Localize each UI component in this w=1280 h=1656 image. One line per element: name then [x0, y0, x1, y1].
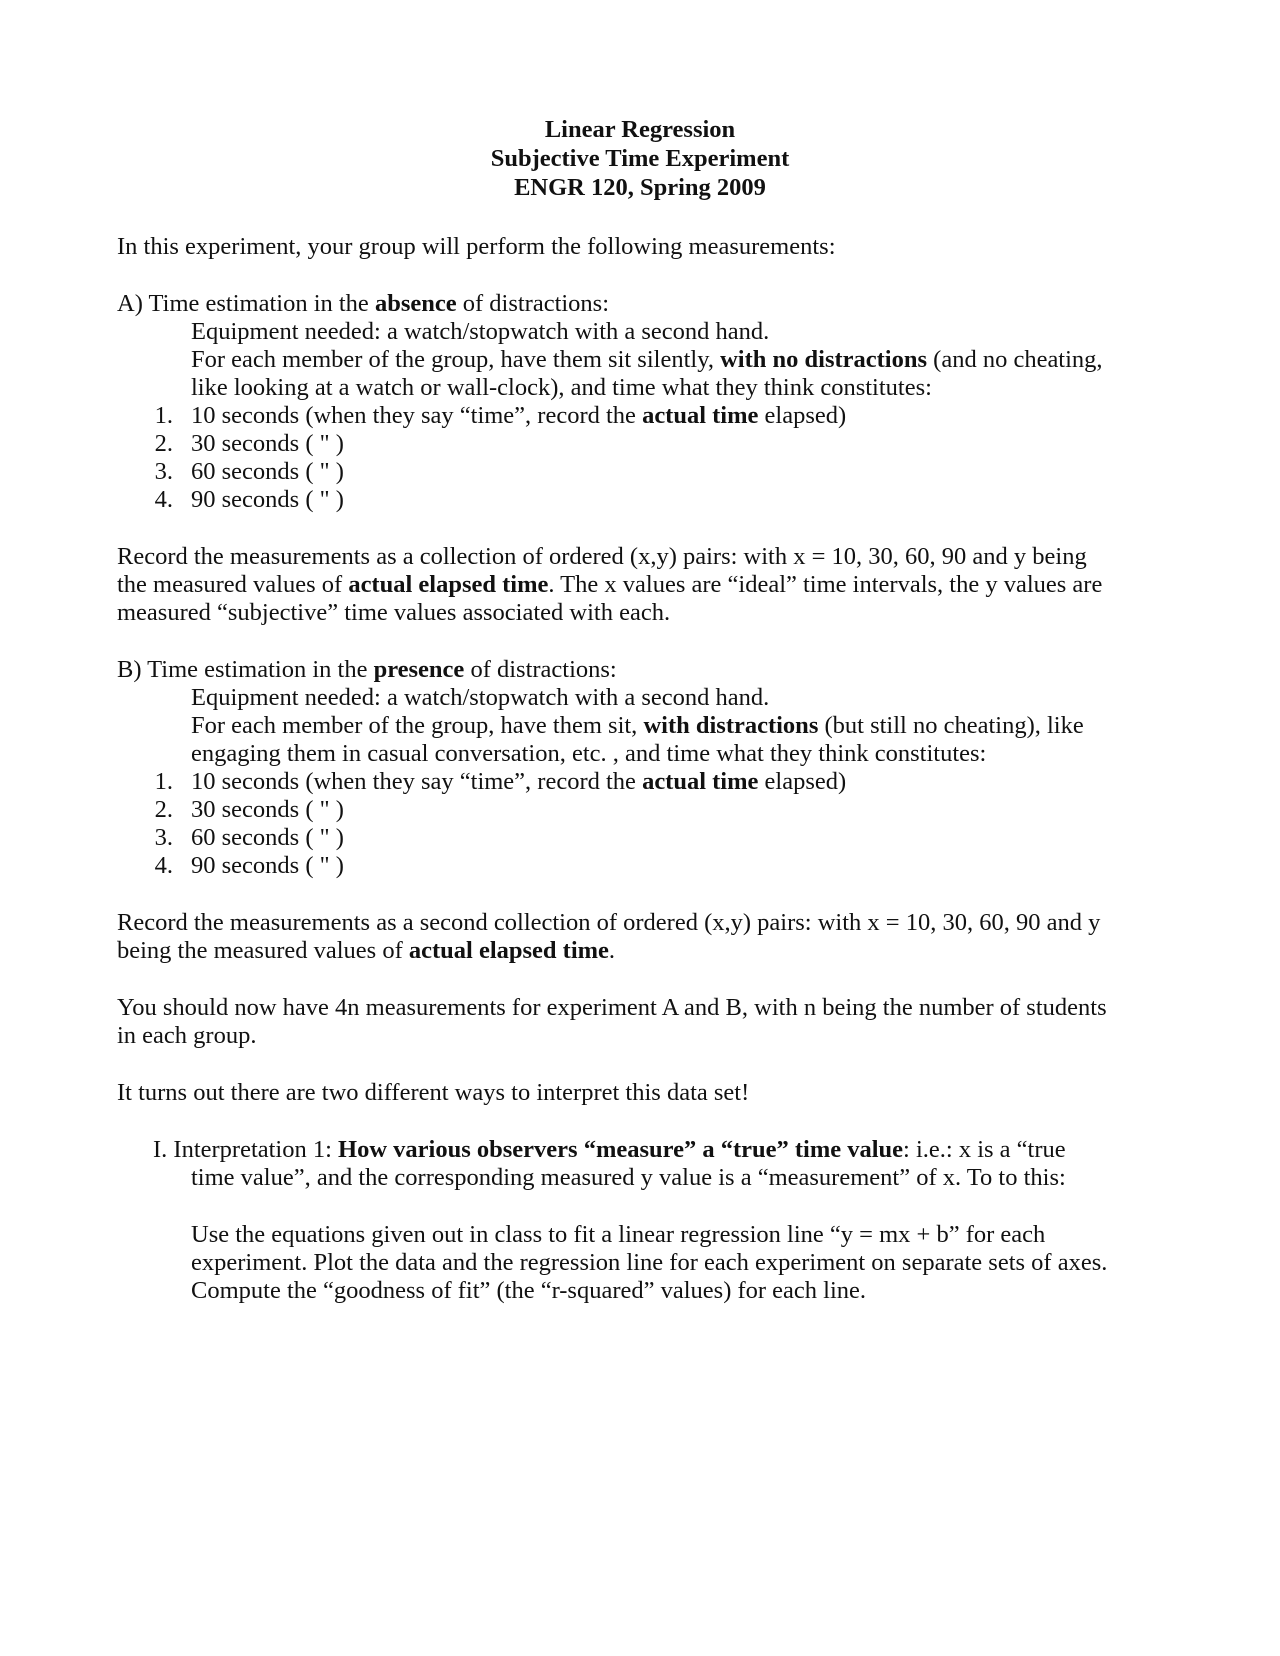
list-number: 1.: [154, 768, 173, 795]
list-item: 30 seconds ( " ): [191, 430, 344, 457]
list-number: 1.: [154, 402, 173, 429]
part-a-record-cont: the measured values of actual elapsed time. The x values are “ideal” time intervals, the y values are: [117, 571, 1103, 598]
interpretation-1-instructions-2: experiment. Plot the data and the regression line for each experiment on separate sets of axes.: [191, 1249, 1108, 1276]
intro-text: In this experiment, your group will perform the following measurements:: [117, 233, 836, 260]
part-a-record-end: measured “subjective” time values associated with each.: [117, 599, 671, 626]
part-b-instruction-cont: engaging them in casual conversation, etc. , and time what they think constitutes:: [191, 740, 987, 767]
page-subtitle: Subjective Time Experiment: [490, 145, 790, 172]
part-a-record: Record the measurements as a collection of ordered (x,y) pairs: with x = 10, 30, 60, 90 and y being: [117, 543, 1087, 570]
list-number: 3.: [154, 458, 173, 485]
interpretation-1-heading: I. Interpretation 1: How various observers “measure” a “true” time value: i.e.: x is a “true: [153, 1136, 1066, 1163]
list-item: 90 seconds ( " ): [191, 852, 344, 879]
list-item: 10 seconds (when they say “time”, record the actual time elapsed): [191, 768, 847, 795]
part-a-heading: A) Time estimation in the absence of distractions:: [117, 290, 610, 317]
interpretation-1-cont: time value”, and the corresponding measured y value is a “measurement” of x. To to this:: [191, 1164, 1066, 1191]
summary-text: You should now have 4n measurements for experiment A and B, with n being the number of students: [117, 994, 1107, 1021]
list-item: 10 seconds (when they say “time”, record the actual time elapsed): [191, 402, 847, 429]
interpretation-1-instructions: Use the equations given out in class to fit a linear regression line “y = mx + b” for each: [191, 1221, 1046, 1248]
part-b-record-cont: being the measured values of actual elapsed time.: [117, 937, 616, 964]
part-b-equipment: Equipment needed: a watch/stopwatch with a second hand.: [191, 684, 770, 711]
list-number: 4.: [154, 852, 173, 879]
list-number: 4.: [154, 486, 173, 513]
part-a-instruction: For each member of the group, have them sit silently, with no distractions (and no cheating,: [191, 346, 1103, 373]
list-item: 90 seconds ( " ): [191, 486, 344, 513]
list-number: 2.: [154, 430, 173, 457]
list-item: 30 seconds ( " ): [191, 796, 344, 823]
part-b-instruction: For each member of the group, have them sit, with distractions (but still no cheating), like: [191, 712, 1084, 739]
part-a-equipment: Equipment needed: a watch/stopwatch with a second hand.: [191, 318, 770, 345]
list-item: 60 seconds ( " ): [191, 458, 344, 485]
list-number: 2.: [154, 796, 173, 823]
interpretation-1-instructions-3: Compute the “goodness of fit” (the “r-squared” values) for each line.: [191, 1277, 867, 1304]
page-title: Linear Regression: [544, 116, 736, 143]
course-label: ENGR 120, Spring 2009: [514, 174, 766, 201]
part-b-heading: B) Time estimation in the presence of distractions:: [117, 656, 617, 683]
part-b-record: Record the measurements as a second collection of ordered (x,y) pairs: with x = 10, 30, 60, 90 and y: [117, 909, 1101, 936]
list-number: 3.: [154, 824, 173, 851]
summary-text-cont: in each group.: [117, 1022, 257, 1049]
list-item: 60 seconds ( " ): [191, 824, 344, 851]
interpretation-intro: It turns out there are two different ways to interpret this data set!: [117, 1079, 750, 1106]
part-a-instruction-cont: like looking at a watch or wall-clock), and time what they think constitutes:: [191, 374, 932, 401]
